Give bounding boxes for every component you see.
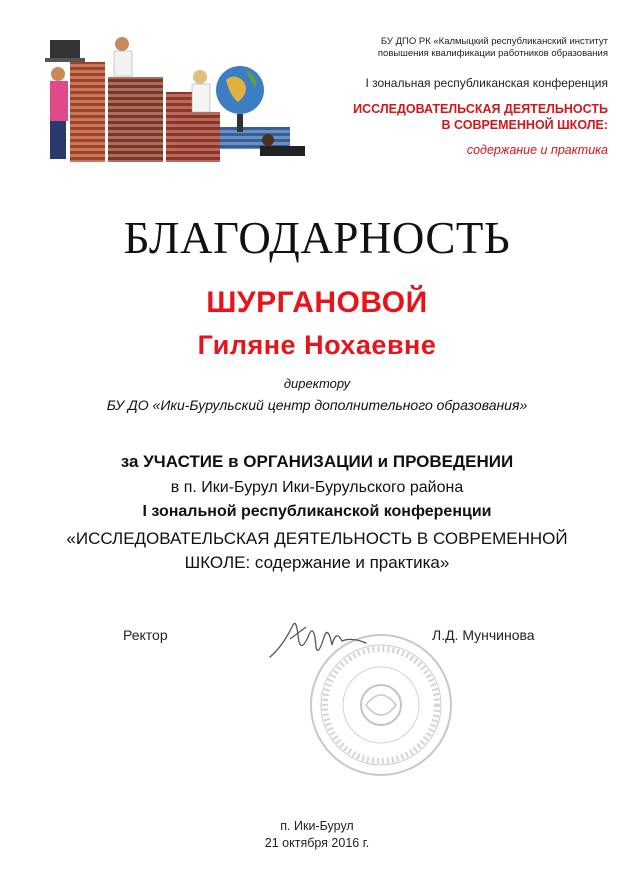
recipient-position: директору <box>283 376 351 391</box>
certificate-title: БЛАГОДАРНОСТЬ <box>123 213 511 263</box>
conference-title-line-2: В СОВРЕМЕННОЙ ШКОЛЕ: <box>441 118 608 132</box>
event-conference-title <box>30 527 604 575</box>
laptop-icon <box>45 40 85 62</box>
conference-subtitle: содержание и практика <box>466 143 608 157</box>
event-place: в п. Ики-Бурул Ики-Бурульского района <box>170 479 464 496</box>
recipient-surname: ШУРГАНОВОЙ <box>206 286 428 319</box>
event-conference-title-line-1: «ИССЛЕДОВАТЕЛЬСКАЯ ДЕЯТЕЛЬНОСТЬ В СОВРЕМЕННОЙ <box>66 529 568 548</box>
signer-role: Ректор <box>123 627 168 643</box>
recipient-organization: БУ ДО «Ики-Бурульский центр дополнительного образования» <box>106 397 528 413</box>
institution-name <box>308 36 608 60</box>
signer-name: Л.Д. Мунчинова <box>432 627 535 643</box>
students-on-books-illustration <box>30 22 330 172</box>
award-reason: за УЧАСТИЕ в ОРГАНИЗАЦИИ и ПРОВЕДЕНИИ <box>120 452 514 471</box>
footer-city: п. Ики-Бурул <box>280 819 354 833</box>
event-conference: I зональной республиканской конференции <box>142 503 492 520</box>
conference-title <box>308 101 608 133</box>
conference-title-line-1: ИССЛЕДОВАТЕЛЬСКАЯ ДЕЯТЕЛЬНОСТЬ <box>353 102 608 116</box>
globe-icon <box>216 66 264 132</box>
event-conference-title-line-2: ШКОЛЕ: содержание и практика» <box>184 553 450 572</box>
recipient-name: Гиляне Нохаевне <box>197 330 437 360</box>
institution-line-1: БУ ДПО РК «Калмыцкий республиканский институт <box>380 36 608 47</box>
institution-line-2: повышения квалификации работников образования <box>377 48 608 59</box>
conference-label: I зональная республиканская конференция <box>365 76 608 90</box>
book-stack-left <box>70 62 105 162</box>
signature-icon <box>262 607 372 667</box>
footer-date: 21 октября 2016 г. <box>264 836 370 850</box>
